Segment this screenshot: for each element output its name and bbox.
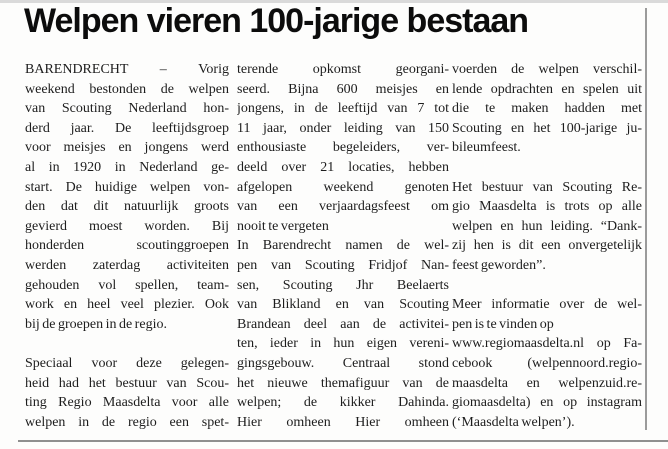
article-line: deeld over 21 locaties, hebben	[237, 159, 449, 175]
article-line: welpen in de regio een spet-	[25, 414, 229, 430]
article-line: Het bestuur van Scouting Re-	[452, 179, 642, 195]
article-line: bij de groepen in de regio.	[25, 316, 167, 332]
article-line: ten, ieder in hun eigen vereni-	[237, 336, 449, 352]
article-line: zij hen is dit een onvergetelijk	[452, 238, 642, 254]
article-line: 11 jaar, onder leiding van 150	[237, 120, 449, 136]
article-line: gehouden vol spellen, team-	[25, 277, 229, 293]
paragraph-gap	[25, 334, 229, 354]
article-line: weekend bestonden de welpen	[25, 81, 229, 97]
article-line: In Barendrecht namen de wel-	[237, 238, 449, 254]
article-line: Brandean deel aan de activitei-	[237, 316, 449, 332]
article-line: al in 1920 in Nederland ge-	[25, 159, 229, 175]
article-line: welpen; de kikker Dahinda.	[237, 395, 449, 411]
article-line: voerden de welpen verschil-	[452, 62, 642, 77]
article-column-1	[25, 60, 229, 434]
article-line: den dat dit natuurlijk groots	[25, 199, 229, 215]
article-line: Speciaal voor deze gelegen-	[25, 355, 229, 371]
article-line: jongens, in de leeftijd van 7 tot	[237, 101, 449, 117]
article-line: van Scouting Nederland hon-	[25, 101, 229, 117]
article-line: voor meisjes en jongens werd	[25, 140, 229, 156]
article-line: werden zaterdag activiteiten	[25, 257, 229, 273]
article-line: die te maken hadden met	[452, 101, 642, 117]
article-line: van Blikland en van Scouting	[237, 297, 449, 313]
article-line: nooit te vergeten	[237, 218, 329, 234]
article-line: heid had het bestuur van Scou-	[25, 375, 229, 391]
article-line: welpen en hun leiding. “Dank-	[452, 218, 642, 234]
article-line: giomaasdelta) en op instagram	[452, 395, 642, 411]
article-line: Meer informatie over de wel-	[452, 297, 642, 313]
article-line: gio Maasdelta is trots op alle	[452, 199, 642, 215]
article-line: gevierd moest worden. Bij	[25, 218, 229, 234]
article-line: gingsgebouw. Centraal stond	[237, 355, 449, 371]
article-line: BARENDRECHT – Vorig	[25, 62, 229, 77]
article-line: sen, Scouting Jhr Beelaerts	[237, 277, 449, 293]
article-line: derd jaar. De leeftijdsgroep	[25, 120, 229, 136]
article-line: enthousiaste begeleiders, ver-	[237, 140, 449, 156]
article-line: pen van Scouting Fridjof Nan-	[237, 257, 449, 273]
article-line: Scouting en het 100-jarige ju-	[452, 120, 642, 136]
article-line: terende opkomst georgani-	[237, 62, 449, 77]
article-line: work en heel veel plezier. Ook	[25, 297, 229, 313]
article-line: (‘Maasdelta welpen’).	[452, 414, 575, 430]
bottom-divider	[18, 440, 668, 442]
article-line: bileumfeest.	[452, 140, 521, 156]
article-column-2	[237, 60, 449, 434]
paragraph-gap	[452, 276, 642, 296]
article-line: het nieuwe themafiguur van de	[237, 375, 449, 391]
article-line: feest geworden”.	[452, 257, 546, 273]
article-line: pen is te vinden op	[452, 316, 554, 332]
article-column-3	[452, 60, 642, 434]
article-line: start. De huidige welpen von-	[25, 179, 229, 195]
article-line: lende opdrachten en spelen uit	[452, 81, 642, 97]
article-line: seerd. Bijna 600 meisjes en	[237, 81, 449, 97]
right-column-divider	[645, 8, 647, 430]
article-line: ting Regio Maasdelta voor alle	[25, 395, 229, 411]
article-line: van een verjaardagsfeest om	[237, 199, 449, 215]
article-line: cebook (welpennoord.regio-	[452, 355, 642, 371]
article-line: maasdelta en welpenzuid.re-	[452, 375, 642, 391]
article-line: Hier omheen Hier omheen	[237, 414, 449, 430]
article-headline: Welpen vieren 100-jarige bestaan	[24, 2, 529, 40]
article-line: honderden scoutinggroepen	[25, 238, 229, 254]
article-line: afgelopen weekend genoten	[237, 179, 449, 195]
paragraph-gap	[452, 158, 642, 178]
article-line: www.regiomaasdelta.nl op Fa-	[452, 336, 642, 352]
